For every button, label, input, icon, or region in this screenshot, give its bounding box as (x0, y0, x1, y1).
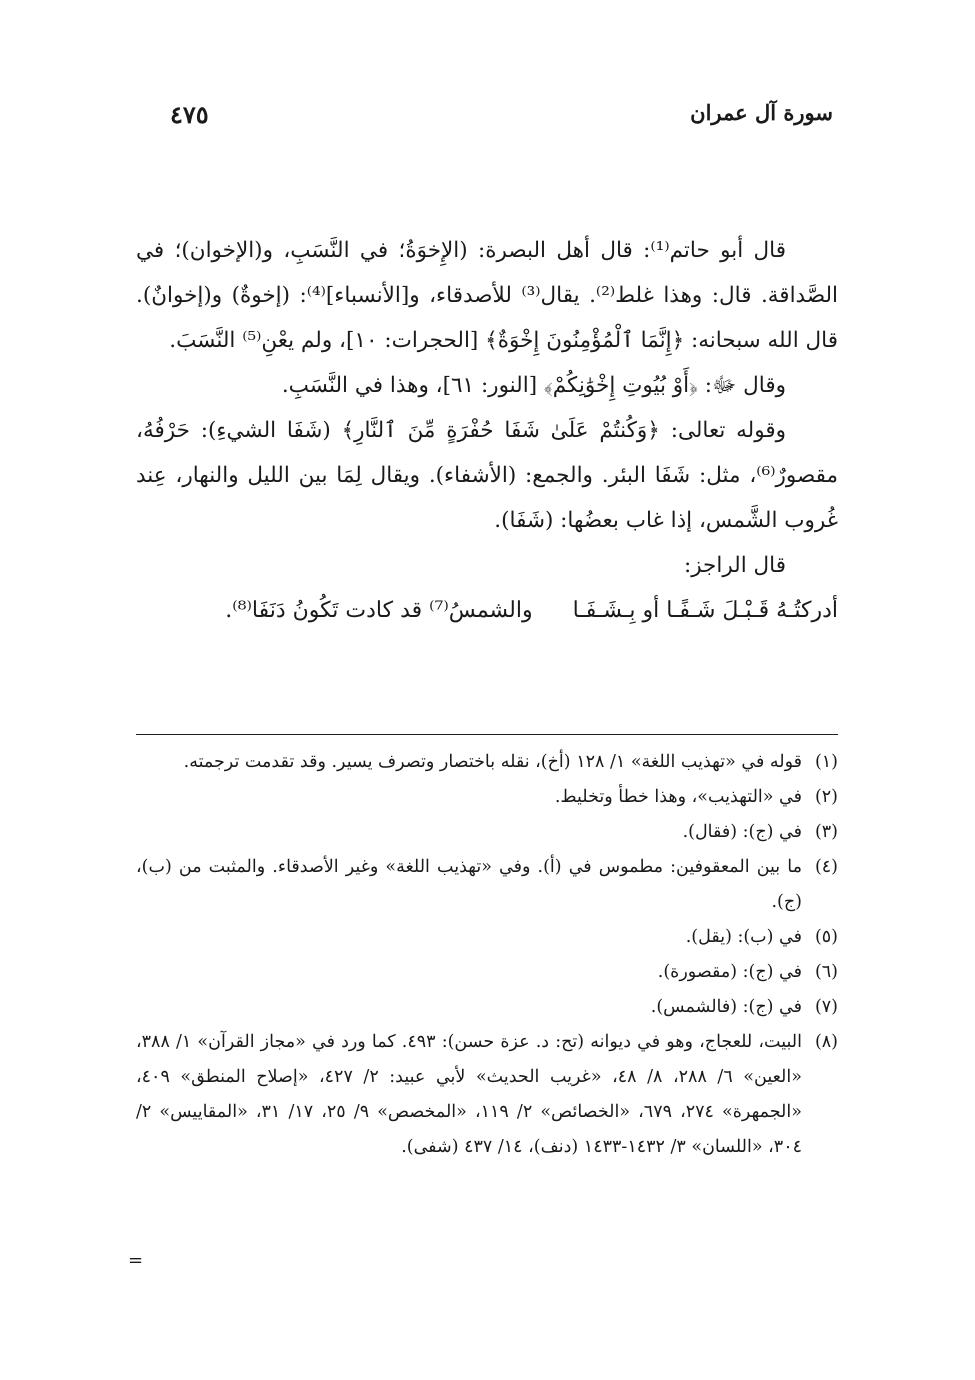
footnote-text: في (ج): (فقال). (682, 822, 802, 842)
paragraph-nur-verse: وقال ﷻ: ﴿أَوْ بُيُوتِ إِخْوَٰنِكُمْ﴾ [النور: ٦١]، وهذا في النَّسَبِ. (281, 373, 786, 398)
verse-first-hemistich: أدركتُـهُ قَـبْـلَ شَـفًـا أو بِـشَـفَـا (572, 598, 838, 623)
poetry-verse (136, 588, 838, 634)
footnote-number: (٣) (814, 822, 838, 842)
footnote-text: في (ج): (فالشمس). (650, 997, 802, 1017)
footnote-number: (٤) (814, 857, 838, 877)
footnote-item (136, 815, 838, 850)
footnote-item (136, 780, 838, 815)
footnote-text: قوله في «تهذيب اللغة» ١/ ١٢٨ (أخ)، نقله باختصار وتصرف يسير. وقد تقدمت ترجمته. (183, 752, 802, 772)
footnote-item (136, 955, 838, 990)
main-text (136, 228, 838, 634)
footnote-text: في «التهذيب»، وهذا خطأ وتخليط. (554, 787, 802, 807)
footnote-item (136, 920, 838, 955)
paragraph-shafa: وقوله تعالى: ﴿وَكُنتُمْ عَلَىٰ شَفَا حُفْرَةٍ مِّنَ ٱلنَّارِ﴾ (شَفَا الشيءِ): حَرْفُهُ، مقصورٌ⁽⁶⁾، مثل: شَفَا البئر. والجمع: (الأشفاء). ويقال لِمَا بين الليل والنهار، عِند غُروب الشَّمس، إذا غاب بعضُها: (شَفَا). (136, 418, 838, 533)
footnote-number: (٨) (814, 1032, 838, 1052)
continuation-mark: = (128, 1250, 144, 1271)
footnote-text: ما بين المعقوفين: مطموس في (أ). وفي «تهذيب اللغة» وغير الأصدقاء. والمثبت من (ب)، (ج). (136, 857, 802, 912)
footnote-text: البيت، للعجاج، وهو في ديوانه (تح: د. عزة حسن): ٤٩٣. كما ورد في «مجاز القرآن» ١/ ٣٨٨، «العين» ٦/ ٢٨٨، ٨/ ٤٨، «غريب الحديث» لأبي عبيد: ٢/ ٤٢٧، «إصلاح المنطق» ٤٠٩، «الجمهرة» ٢٧٤، ٦٧٩، «الخصائص» ٢/ ١١٩، «المخصص» ٩/ ٢٥، ١٧/ ٣١، «المقاييس» ٢/ ٣٠٤، «اللسان» ٣/ ١٤٣٢-١٤٣٣ (دنف)، ١٤/ ٤٣٧ (شفى). (136, 1032, 802, 1157)
footnote-text: في (ج): (مقصورة). (657, 962, 802, 982)
footnote-item (136, 745, 838, 780)
running-header-title: سورة آل عمران (690, 100, 833, 125)
footnotes-list (136, 745, 838, 1165)
footnote-text: في (ب): (يقل). (685, 927, 802, 947)
footnote-number: (٢) (814, 787, 838, 807)
footnote-item (136, 1025, 838, 1165)
footnote-number: (٥) (814, 927, 838, 947)
paragraph-abu-hatim: قال أبو حاتم⁽¹⁾: قال أهل البصرة: (الإِخوَةُ؛ في النَّسَبِ، و(الإخوان)؛ في الصَّداقة. قال: وهذا غلط⁽²⁾. يقال⁽³⁾ للأصدقاء، و[الأنسباء]⁽⁴⁾: (إخوةٌ) و(إخوانٌ). قال الله سبحانه: ﴿إِنَّمَا ٱلْمُؤْمِنُونَ إِخْوَةٌ﴾ [الحجرات: ١٠]، ولم يعْنِ⁽⁵⁾ النَّسَبَ. (136, 238, 839, 353)
footnote-number: (١) (814, 752, 838, 772)
footnote-number: (٦) (814, 962, 838, 982)
footnote-item (136, 990, 838, 1025)
verse-second-hemistich: والشمسُ⁽⁷⁾ قد كادت تَكُونُ دَنَفَا⁽⁸⁾. (225, 598, 533, 623)
page-number: ٤٧٥ (170, 100, 209, 129)
footnote-number: (٧) (814, 997, 838, 1017)
paragraph-rajiz-intro: قال الراجز: (683, 553, 786, 578)
footnote-divider (136, 734, 838, 735)
footnote-item (136, 850, 838, 920)
